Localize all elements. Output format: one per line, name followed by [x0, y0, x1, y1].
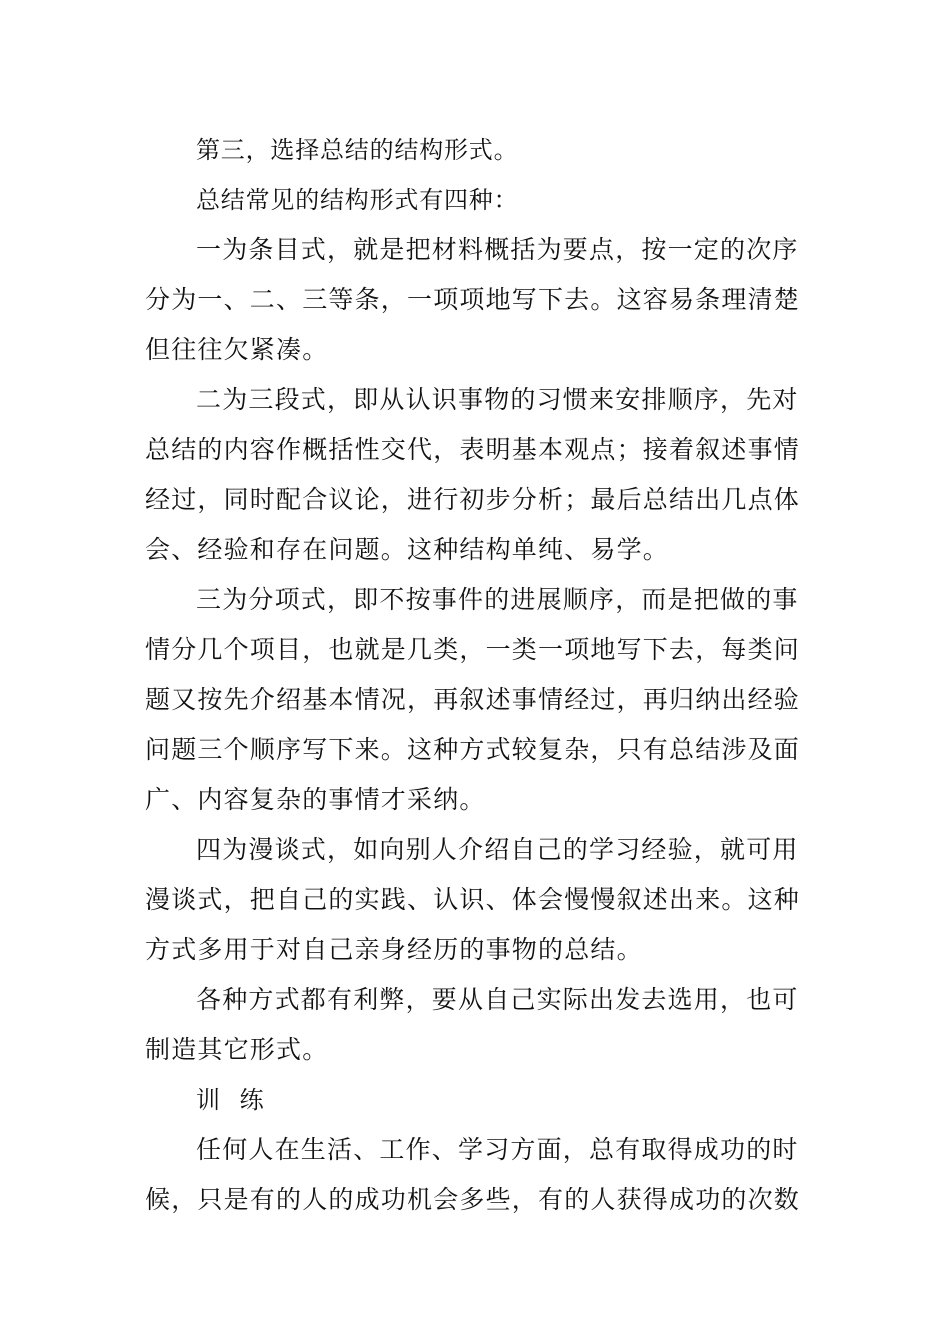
paragraph-line: 候，只是有的人的成功机会多些，有的人获得成功的次数 — [145, 1185, 801, 1214]
paragraph-line: 制造其它形式。 — [145, 1035, 329, 1064]
paragraph-line: 广、内容复杂的事情才采纳。 — [145, 785, 486, 814]
paragraph-line: 一为条目式，就是把材料概括为要点，按一定的次序 — [196, 235, 799, 264]
paragraph-line: 任何人在生活、工作、学习方面，总有取得成功的时 — [196, 1135, 799, 1164]
paragraph-line: 经过，同时配合议论，进行初步分析；最后总结出几点体 — [145, 485, 801, 514]
paragraph-line: 分为一、二、三等条，一项项地写下去。这容易条理清楚 — [145, 285, 801, 314]
paragraph-line: 方式多用于对自己亲身经历的事物的总结。 — [145, 935, 643, 964]
paragraph-line: 情分几个项目，也就是几类，一类一项地写下去，每类问 — [145, 635, 801, 664]
paragraph-line: 漫谈式，把自己的实践、认识、体会慢慢叙述出来。这种 — [145, 885, 801, 914]
paragraph-line: 第三，选择总结的结构形式。 — [196, 136, 519, 164]
paragraph-line: 题又按先介绍基本情况，再叙述事情经过，再归纳出经验 — [145, 685, 801, 714]
paragraph-line: 三为分项式，即不按事件的进展顺序，而是把做的事 — [196, 585, 799, 614]
paragraph-line: 四为漫谈式，如向别人介绍自己的学习经验，就可用 — [196, 835, 799, 864]
paragraph-line: 问题三个顺序写下来。这种方式较复杂，只有总结涉及面 — [145, 735, 801, 764]
paragraph-line: 会、经验和存在问题。这种结构单纯、易学。 — [145, 535, 670, 564]
paragraph-line: 总结常见的结构形式有四种： — [196, 186, 519, 214]
section-heading: 训 练 — [196, 1086, 270, 1114]
paragraph-line: 总结的内容作概括性交代，表明基本观点；接着叙述事情 — [145, 435, 801, 464]
paragraph-line: 但往往欠紧凑。 — [145, 335, 329, 364]
paragraph-line: 各种方式都有利弊，要从自己实际出发去选用，也可 — [196, 985, 799, 1014]
paragraph-line: 二为三段式，即从认识事物的习惯来安排顺序，先对 — [196, 385, 799, 414]
